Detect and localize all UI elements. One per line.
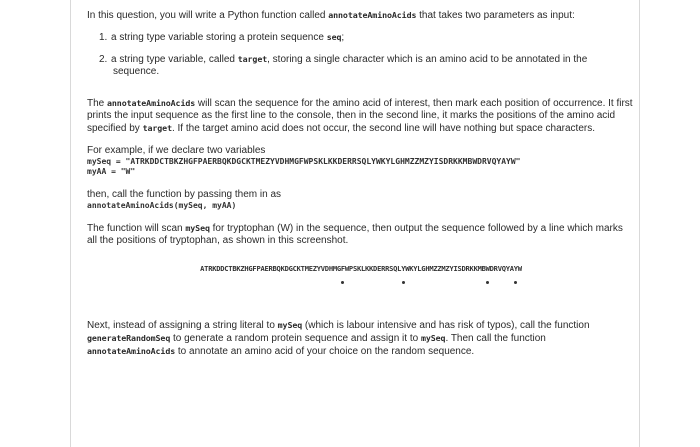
function-name-code: annotateAminoAcids [328, 10, 417, 20]
call-code: annotateAminoAcids(mySeq, myAA) [87, 201, 237, 210]
example-intro: For example, if we declare two variables [87, 145, 266, 156]
tryptophan-marker [402, 281, 405, 284]
text-span: to generate a random protein sequence and assign it to [170, 333, 421, 344]
next-paragraph [87, 319, 635, 358]
text-span: Next, instead of assigning a string literal to [87, 320, 278, 331]
list-item [99, 31, 635, 44]
list-text: a string type variable storing a protein sequence [111, 32, 327, 43]
text-span: to annotate an amino acid of your choice on the random sequence. [175, 346, 475, 357]
example-code-line-2: myAA = "W" [87, 167, 136, 176]
inline-code: mySeq [185, 223, 210, 233]
list-code: target [237, 54, 268, 64]
list-number: 2. [99, 54, 108, 65]
console-sequence-line: ATRKDDCTBKZHGFPAERBQKDGCKTMEZYVDHMGFWPSKLKKDERRSQLYWKYLGHMZZMZYISDRKKMBWDRVQYAYW [200, 264, 522, 273]
list-number: 1. [99, 32, 108, 43]
question-content [87, 9, 635, 358]
text-span: will scan the sequence for the amino acid of interest, then mark each position of occurrence. It first prints the input sequence as the first line to the console, then in the second line, it marks the positions of the amino acid specified by [87, 98, 633, 134]
list-text-end: , storing a single character which is an amino acid to be annotated in the sequence. [113, 54, 588, 77]
text-span: The function will scan [87, 223, 186, 234]
inline-code: mySeq [277, 320, 303, 330]
console-marker-line [87, 281, 635, 293]
example-code-line-1: mySeq = "ATRKDDCTBKZHGFPAERBQKDGCKTMEZYVDHMGFWPSKLKKDERRSQLYWKYLGHMZZMZYISDRKKMBWDRVQYAYW" [87, 157, 521, 166]
inline-code: generateRandomSeq [87, 333, 171, 343]
inline-code: annotateAminoAcids [87, 346, 176, 356]
text-span: for tryptophan (W) in the sequence, then output the sequence followed by a line which marks all the positions of tryptophan, as shown in this screenshot. [87, 223, 623, 246]
inline-code: target [142, 123, 172, 133]
tryptophan-marker [486, 281, 489, 284]
page-left-border [70, 0, 71, 447]
description-paragraph [87, 97, 635, 135]
text-span: The [87, 98, 108, 109]
list-item [99, 53, 635, 78]
call-intro: then, call the function by passing them in as [87, 189, 282, 200]
tryptophan-marker [341, 281, 344, 284]
page-right-border [639, 0, 640, 447]
inline-code: mySeq [420, 333, 446, 343]
tryptophan-marker [514, 281, 517, 284]
text-span: . Then call the function [445, 333, 546, 344]
console-screenshot [87, 263, 635, 293]
parameter-list [87, 31, 635, 78]
text-span: . If the target amino acid does not occur, the second line will have nothing but space characters. [171, 123, 595, 134]
inline-code: annotateAminoAcids [107, 98, 196, 108]
scan-paragraph [87, 222, 635, 247]
text-span: (which is labour intensive and has risk of typos), call the function [302, 320, 590, 331]
intro-paragraph [87, 9, 635, 22]
list-text-end: ; [341, 32, 345, 43]
intro-text-end: that takes two parameters as input: [416, 10, 575, 21]
intro-text: In this question, you will write a Python function called [87, 10, 329, 21]
list-code: seq [326, 32, 342, 42]
list-text: a string type variable, called [111, 54, 238, 65]
